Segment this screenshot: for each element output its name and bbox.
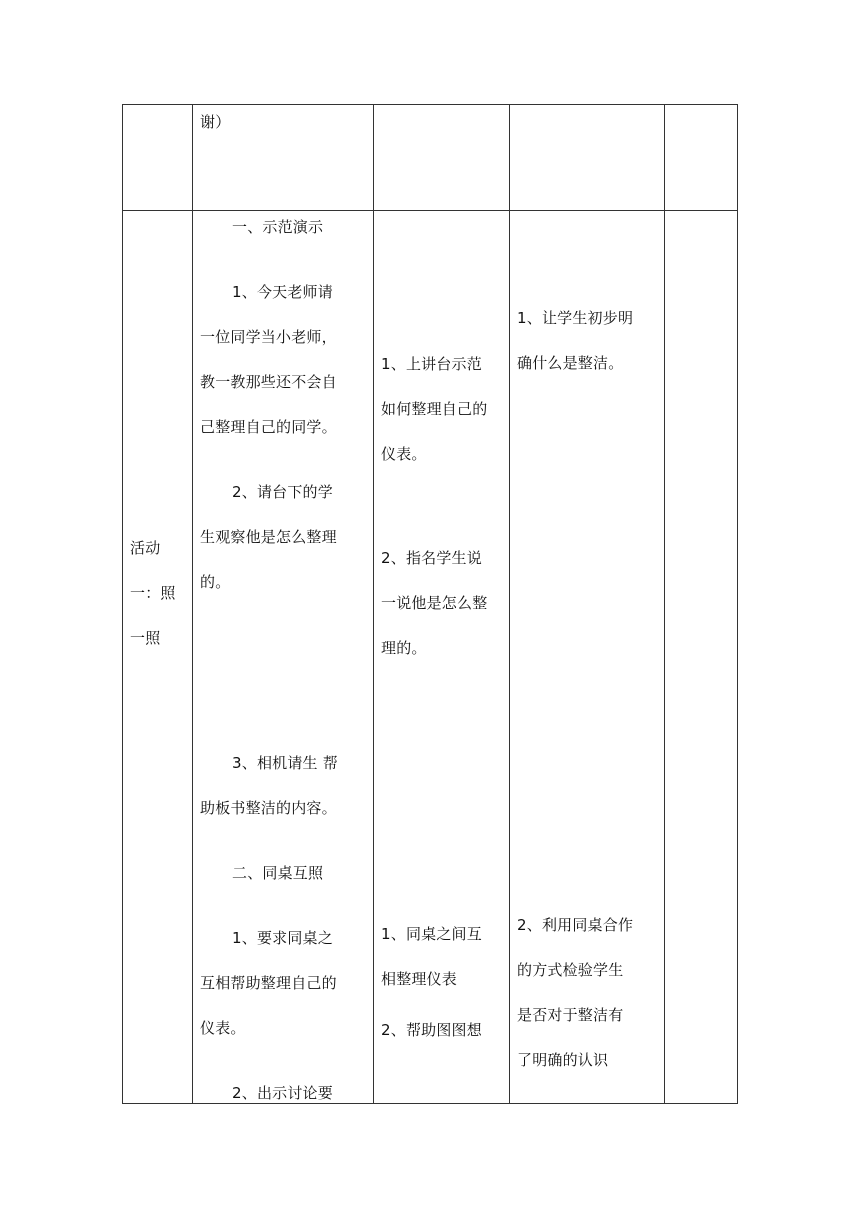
column-divider — [737, 104, 738, 1104]
design-intent-cell — [517, 296, 633, 386]
content-line: 一位同学当小老师， — [200, 328, 337, 346]
content-line: 3、相机请生 帮 — [232, 754, 338, 772]
teacher-activity-cell-cont — [200, 741, 338, 1116]
section-title: 二、同桌互照 — [232, 864, 324, 882]
content-text: 谢） — [200, 113, 231, 131]
content-cell-row1 — [200, 100, 230, 145]
column-divider — [373, 104, 374, 1104]
content-line: 己整理自己的同学。 — [200, 418, 337, 436]
column-divider — [192, 104, 193, 1104]
column-divider — [664, 104, 665, 1104]
teacher-activity-cell — [200, 205, 337, 605]
content-line: 了明确的认识 — [517, 1051, 609, 1069]
content-line: 教一教那些还不会自 — [200, 373, 337, 391]
content-line: 2、帮助图图想 — [381, 1021, 482, 1039]
content-line: 1、上讲台示范 — [381, 355, 482, 373]
content-line: 1、同桌之间互 — [381, 925, 482, 943]
content-line: 2、指名学生说 — [381, 549, 482, 567]
content-line: 1、让学生初步明 — [517, 309, 634, 327]
activity-name-cell — [130, 526, 176, 661]
content-line: 确什么是整洁。 — [517, 354, 624, 372]
activity-name-line: 一：照 — [130, 584, 176, 602]
activity-name-line: 活动 — [130, 539, 161, 557]
content-line: 如何整理自己的 — [381, 400, 488, 418]
content-line: 2、利用同桌合作 — [517, 916, 634, 934]
content-line: 助板书整洁的内容。 — [200, 799, 337, 817]
content-line: 是否对于整洁有 — [517, 1006, 624, 1024]
content-line: 1、今天老师请 — [232, 283, 333, 301]
content-line: 互相帮助整理自己的 — [200, 974, 337, 992]
content-line: 生观察他是怎么整理 — [200, 528, 337, 546]
design-intent-cell-b — [517, 903, 633, 1083]
activity-name-line: 一照 — [130, 629, 161, 647]
column-divider — [122, 104, 123, 1104]
content-line: 的方式检验学生 — [517, 961, 624, 979]
content-line: 仪表。 — [200, 1019, 246, 1037]
column-divider — [509, 104, 510, 1104]
content-line: 相整理仪表 — [381, 970, 458, 988]
content-line: 理的。 — [381, 639, 427, 657]
content-line: 的。 — [200, 573, 231, 591]
student-activity-cell — [381, 342, 487, 477]
content-line: 一说他是怎么整 — [381, 594, 488, 612]
section-title: 一、示范演示 — [232, 218, 324, 236]
student-activity-cell-b — [381, 536, 487, 671]
content-line: 2、请台下的学 — [232, 483, 333, 501]
content-line: 1、要求同桌之 — [232, 929, 333, 947]
content-line: 2、出示讨论要 — [232, 1084, 333, 1102]
student-activity-cell-c — [381, 912, 482, 1053]
content-line: 仪表。 — [381, 445, 427, 463]
